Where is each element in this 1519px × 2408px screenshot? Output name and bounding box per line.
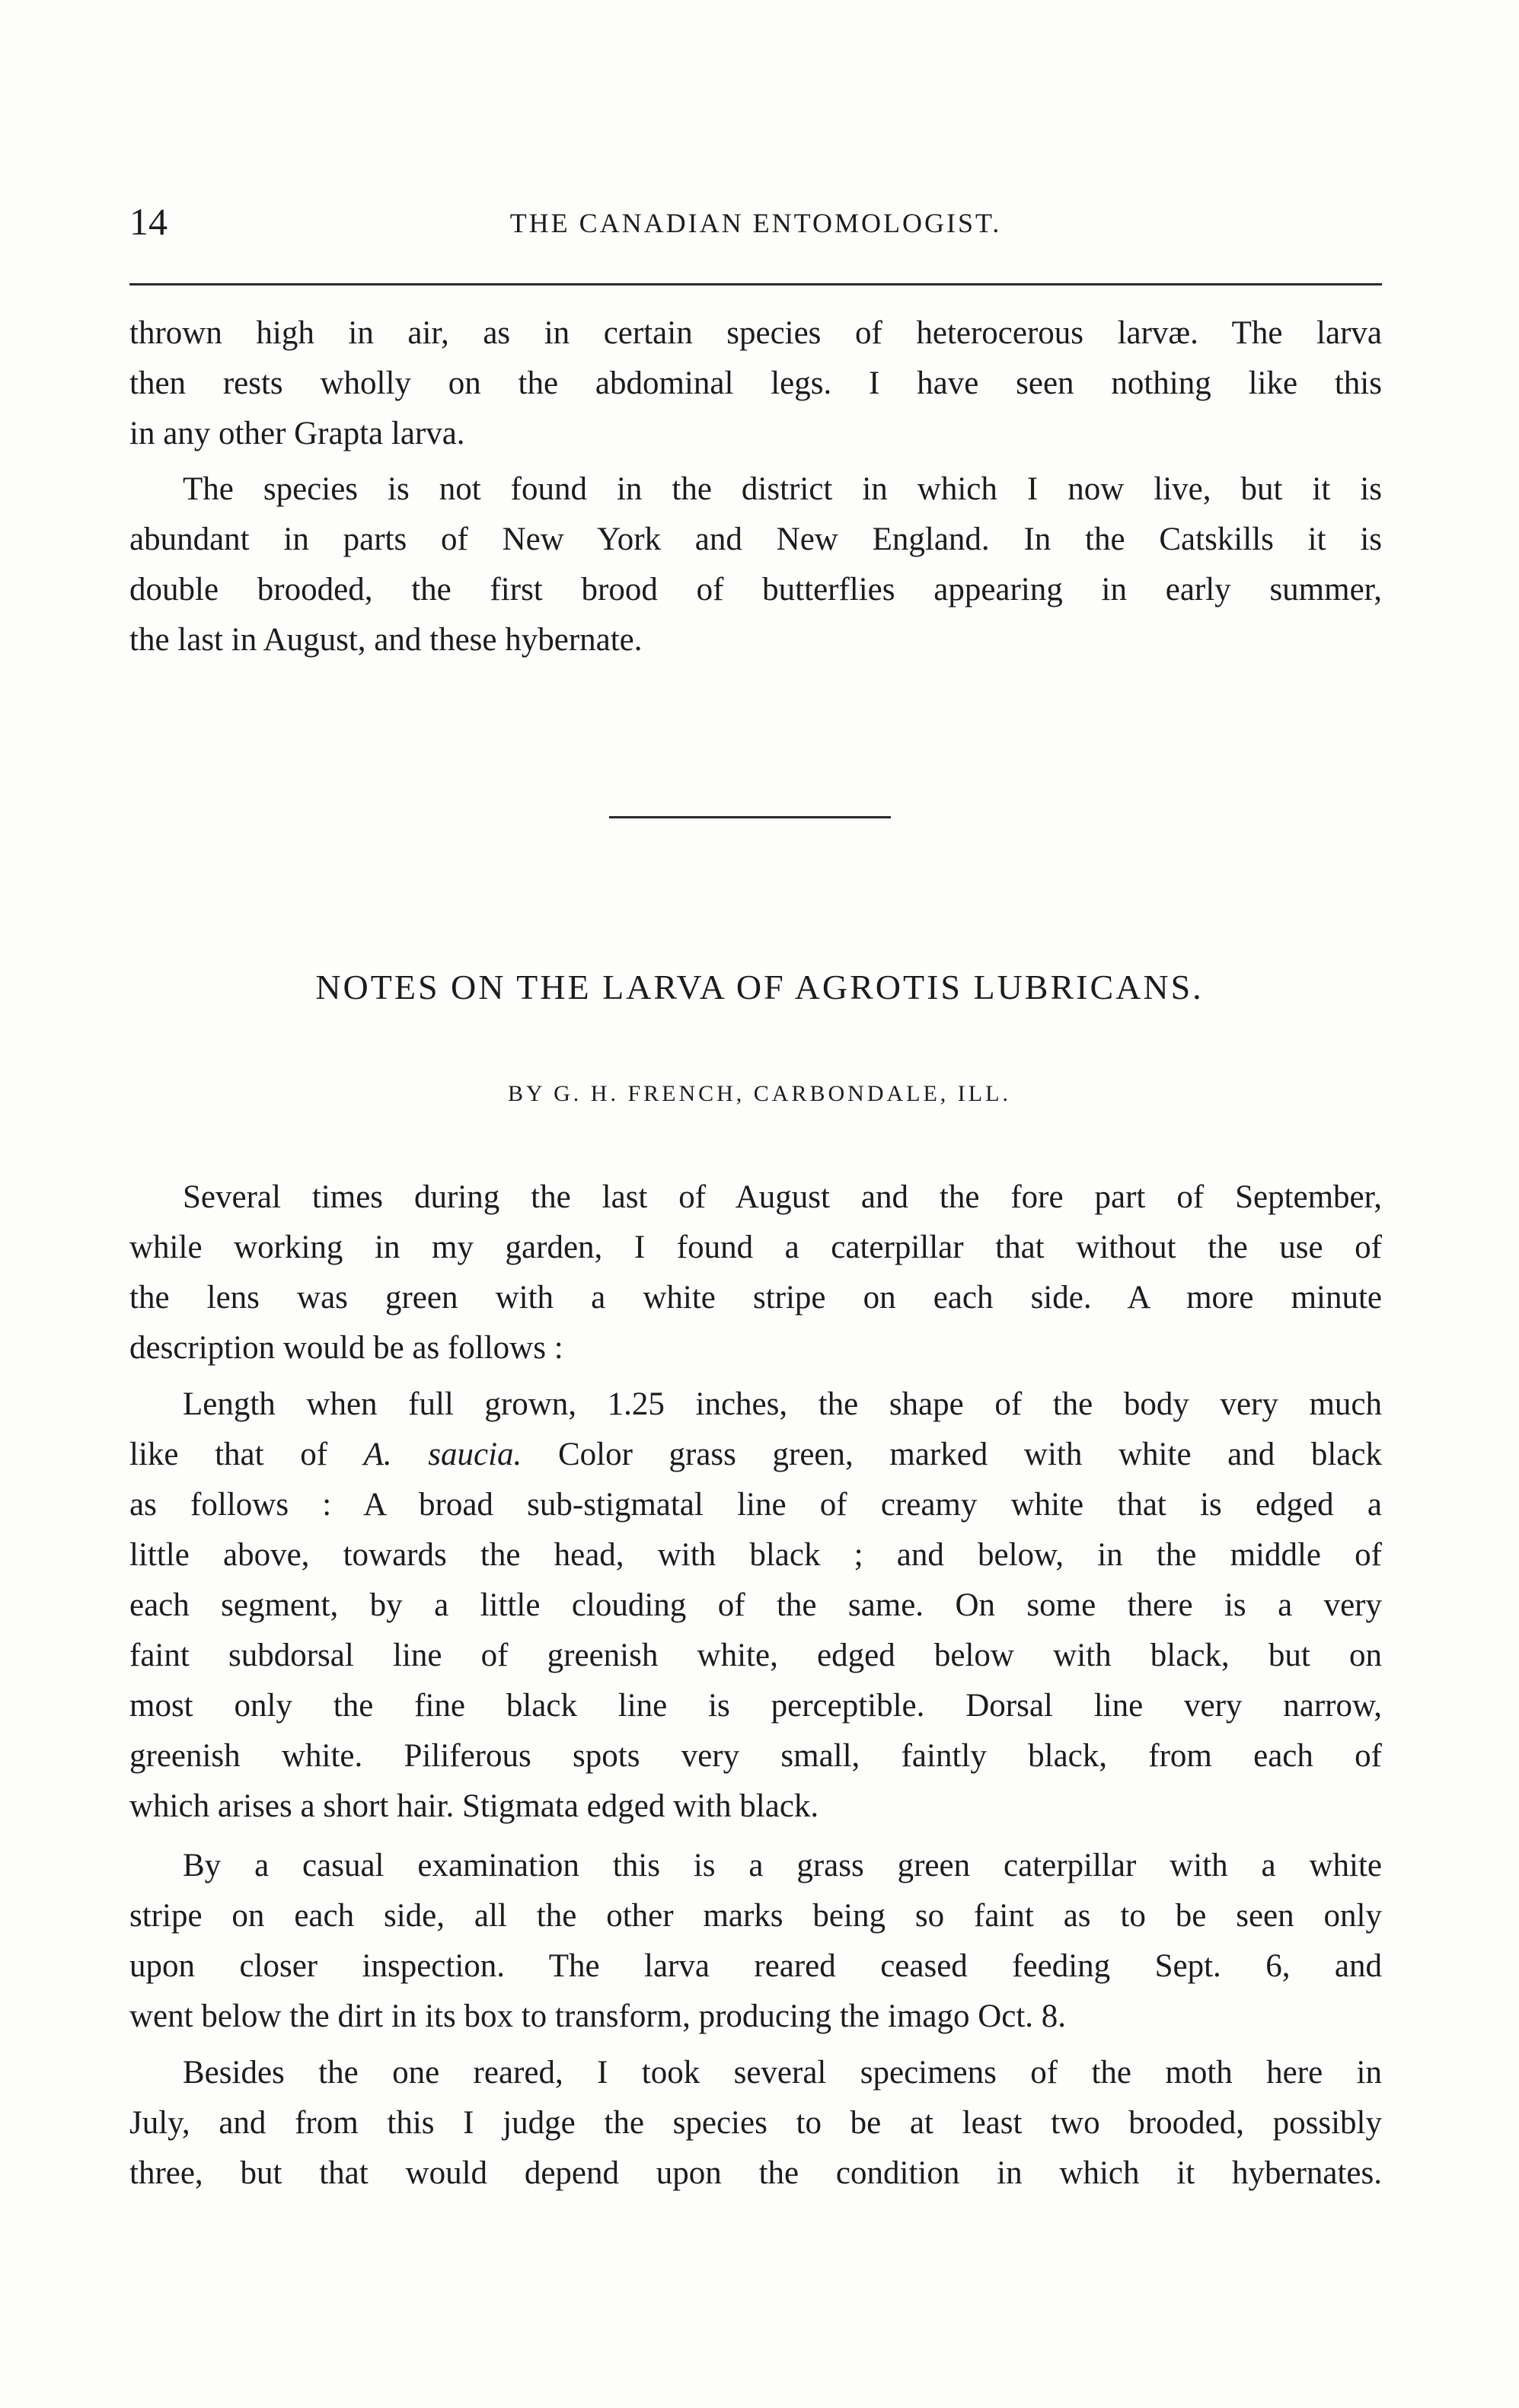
text-line: Length when full grown, 1.25 inches, the shape of the body very much (183, 1386, 1382, 1422)
text-line: Besides the one reared, I took several specimens of the moth here in (183, 2055, 1382, 2091)
text-line: thrown high in air, as in certain species of heterocerous larvæ. The larva (129, 315, 1382, 351)
text-line: most only the fine black line is perceptible. Dorsal line very narrow, (129, 1688, 1382, 1724)
article-paragraph-4 (129, 2048, 1382, 2199)
continuation-paragraph-1 (129, 308, 1382, 459)
text-line: as follows : A broad sub-stigmatal line of creamy white that is edged a (129, 1487, 1382, 1523)
text-line: abundant in parts of New York and New England. In the Catskills it is (129, 521, 1382, 557)
continuation-paragraph-2 (129, 464, 1382, 665)
text-line: three, but that would depend upon the condition in which it hybernates. (129, 2155, 1382, 2191)
article-title: NOTES ON THE LARVA OF AGROTIS LUBRICANS. (315, 968, 1204, 1006)
text-line: description would be as follows : (129, 1330, 563, 1366)
text-line: the last in August, and these hybernate. (129, 622, 643, 658)
text-line: little above, towards the head, with black ; and below, in the middle of (129, 1537, 1382, 1573)
text-line: stripe on each side, all the other marks being so faint as to be seen only (129, 1898, 1382, 1934)
text-line: By a casual examination this is a grass green caterpillar with a white (183, 1848, 1382, 1883)
text-line: Several times during the last of August and the fore part of September, (183, 1179, 1382, 1215)
text-line: the lens was green with a white stripe on each side. A more minute (129, 1280, 1382, 1316)
text-line: each segment, by a little clouding of the same. On some there is a very (129, 1587, 1382, 1623)
section-divider (609, 816, 891, 818)
text-line (129, 1430, 1382, 1480)
text-line: The species is not found in the district in which I now live, but it is (183, 471, 1382, 507)
page-header (129, 199, 1382, 253)
text-line: upon closer inspection. The larva reared ceased feeding Sept. 6, and (129, 1948, 1382, 1984)
text-line: then rests wholly on the abdominal legs. I have seen nothing like this (129, 365, 1382, 401)
article-paragraph-1 (129, 1172, 1382, 1373)
text-line: which arises a short hair. Stigmata edged with black. (129, 1788, 819, 1824)
header-rule (129, 283, 1382, 285)
page-number: 14 (129, 200, 168, 243)
article-paragraph-2 (129, 1379, 1382, 1832)
text-line: while working in my garden, I found a caterpillar that without the use of (129, 1230, 1382, 1265)
text-fragment: Color grass green, marked with white and black (557, 1437, 1382, 1472)
text-fragment: like that of (129, 1437, 328, 1472)
text-line: went below the dirt in its box to transform, producing the imago Oct. 8. (129, 1998, 1067, 2034)
text-line: July, and from this I judge the species to be at least two brooded, possibly (129, 2105, 1382, 2141)
text-line: double brooded, the first brood of butterflies appearing in early summer, (129, 572, 1382, 608)
species-name: A. saucia. (363, 1437, 522, 1472)
text-line: in any other Grapta larva. (129, 416, 465, 451)
article-byline: BY G. H. FRENCH, CARBONDALE, ILL. (508, 1081, 1011, 1106)
running-title: THE CANADIAN ENTOMOLOGIST. (509, 208, 1002, 238)
text-line: greenish white. Piliferous spots very small, faintly black, from each of (129, 1738, 1382, 1774)
article-paragraph-3 (129, 1841, 1382, 2042)
text-line: faint subdorsal line of greenish white, edged below with black, but on (129, 1638, 1382, 1673)
